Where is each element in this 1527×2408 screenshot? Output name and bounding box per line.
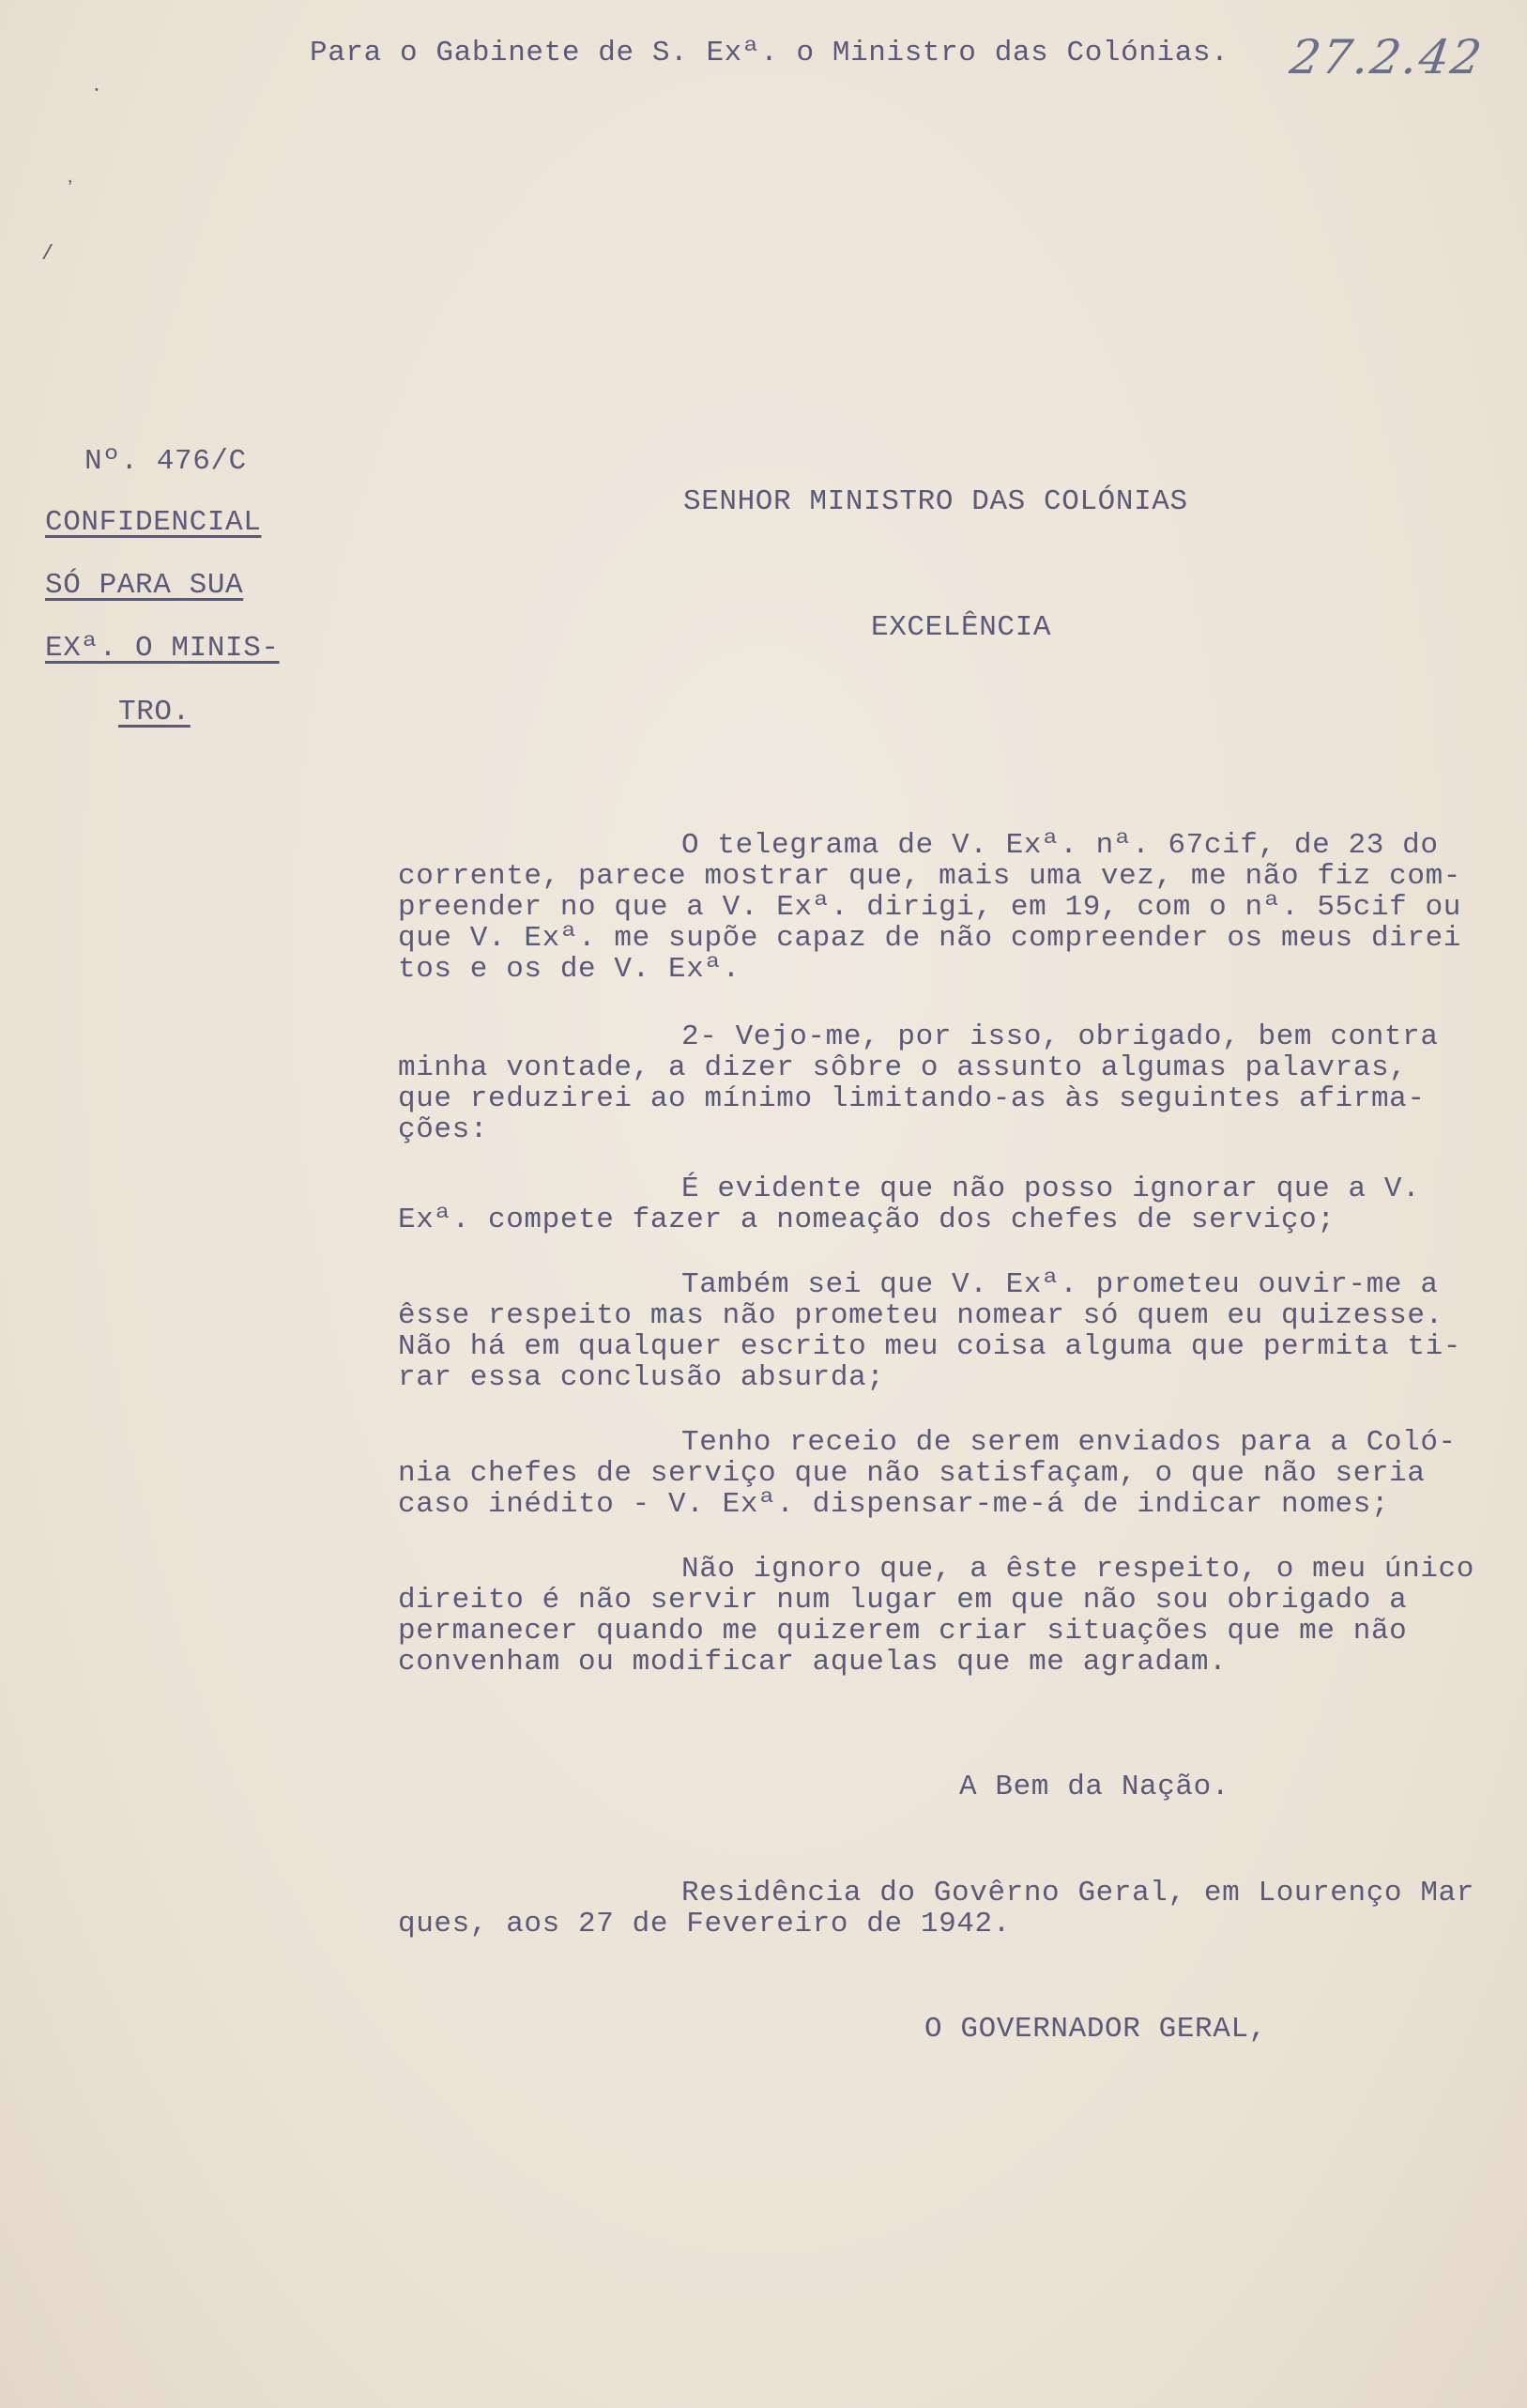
p6-line: Não ignoro que, a êste respeito, o meu único: [681, 1553, 1474, 1586]
p5-line: caso inédito - V. Exª. dispensar-me-á de indicar nomes;: [398, 1488, 1390, 1521]
p4-line: rar essa conclusão absurda;: [398, 1361, 885, 1394]
p2-line: que reduzirei ao mínimo limitando-as às seguintes afirma-: [398, 1082, 1426, 1115]
p4-line: Também sei que V. Exª. prometeu ouvir-me a: [681, 1268, 1439, 1301]
p6-line: permanecer quando me quizerem criar situações que me não: [398, 1615, 1408, 1648]
p1-line: O telegrama de V. Exª. nª. 67cif, de 23 do: [681, 829, 1439, 862]
p6-line: convenham ou modificar aquelas que me agradam.: [398, 1646, 1228, 1679]
p6-line: direito é não servir num lugar em que não sou obrigado a: [398, 1584, 1408, 1617]
paragraph-4: [398, 1269, 1519, 1393]
salutation: EXCELÊNCIA: [871, 611, 1052, 644]
paragraph-6: [398, 1554, 1519, 1678]
p3-line: É evidente que não posso ignorar que a V.: [681, 1173, 1421, 1205]
handwritten-date: 27.2.42: [1286, 30, 1487, 84]
paragraph-3: [398, 1173, 1519, 1235]
classification-line-2: SÓ PARA SUA: [45, 569, 244, 602]
signature-title: O GOVERNADOR GERAL,: [924, 2013, 1267, 2046]
header-destination: Para o Gabinete de S. Exª. o Ministro das Colónias.: [310, 37, 1229, 69]
p2-line: 2- Vejo-me, por isso, obrigado, bem contra: [681, 1020, 1439, 1053]
place-date-line: Residência do Govêrno Geral, em Lourenço Mar: [681, 1877, 1474, 1910]
p1-line: corrente, parece mostrar que, mais uma vez, me não fiz com-: [398, 860, 1461, 893]
paragraph-1: [398, 830, 1519, 985]
stray-mark-2: ʼ: [64, 178, 77, 202]
p4-line: Não há em qualquer escrito meu coisa alguma que permita ti-: [398, 1330, 1461, 1363]
p4-line: êsse respeito mas não prometeu nomear só quem eu quizesse.: [398, 1299, 1443, 1332]
p1-line: que V. Exª. me supõe capaz de não compreender os meus direi: [398, 922, 1461, 955]
addressee: SENHOR MINISTRO DAS COLÓNIAS: [683, 485, 1188, 518]
classification-line-4: TRO.: [118, 696, 191, 729]
p3-line: Exª. compete fazer a nomeação dos chefes de serviço;: [398, 1204, 1336, 1236]
reference-number: Nº. 476/C: [84, 445, 247, 478]
place-date-line: ques, aos 27 de Fevereiro de 1942.: [398, 1908, 1011, 1940]
classification-line-1: CONFIDENCIAL: [45, 506, 262, 539]
p2-line: ções:: [398, 1113, 489, 1146]
paragraph-5: [398, 1427, 1519, 1520]
p1-line: preender no que a V. Exª. dirigi, em 19, com o nª. 55cif ou: [398, 891, 1461, 924]
p2-line: minha vontade, a dizer sôbre o assunto algumas palavras,: [398, 1051, 1408, 1084]
stray-mark-1: ⸱: [94, 80, 99, 103]
p5-line: Tenho receio de serem enviados para a Coló-: [681, 1426, 1457, 1459]
paragraph-2: [398, 1021, 1519, 1145]
classification-line-3: EXª. O MINIS-: [45, 632, 280, 665]
p5-line: nia chefes de serviço que não satisfaçam, o que não seria: [398, 1457, 1426, 1490]
closing: A Bem da Nação.: [959, 1771, 1230, 1803]
place-and-date: [398, 1878, 1519, 1940]
stray-mark-3: /: [41, 242, 54, 266]
p1-line: tos e os de V. Exª.: [398, 953, 741, 986]
